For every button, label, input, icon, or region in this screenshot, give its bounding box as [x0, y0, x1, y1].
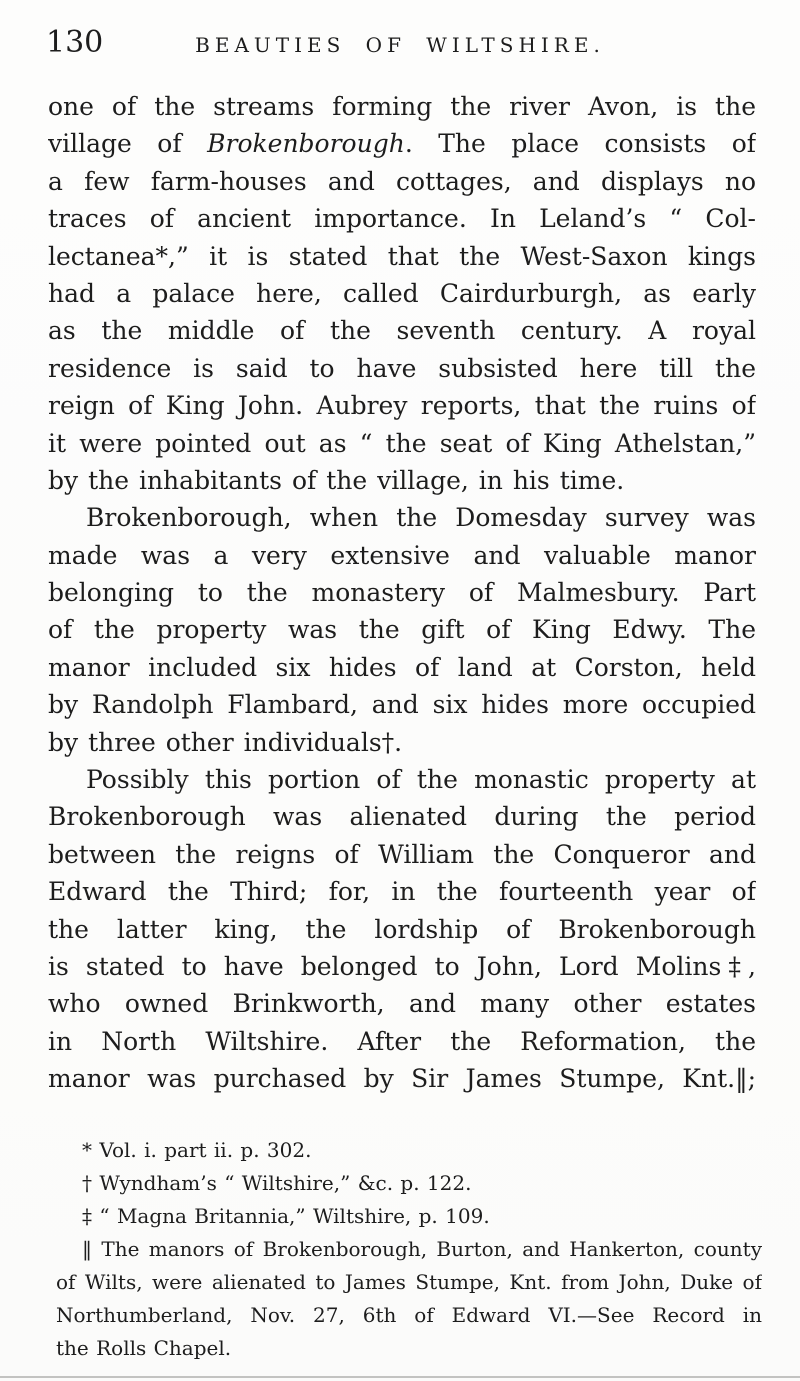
text-segment: the latter king, the lordship of Brokenborough: [48, 914, 756, 944]
text-segment: of Wilts, were alienated to James Stumpe, Knt. from John, Duke of: [56, 1270, 762, 1294]
text-segment: lectanea*,” it is stated that the West-Saxon kings: [48, 241, 756, 271]
text-segment: . The place consists of: [404, 129, 756, 159]
text-line: [48, 238, 756, 275]
page-bottom-rule: [0, 1376, 800, 1378]
text-segment: by the inhabitants of the village, in his time.: [48, 465, 625, 495]
text-segment: of the property was the gift of King Edwy. The: [48, 615, 756, 645]
footnotes: [56, 1134, 762, 1365]
footnote-line: [56, 1167, 762, 1200]
text-line: [48, 88, 756, 125]
text-segment: in North Wiltshire. After the Reformation, the: [48, 1026, 756, 1056]
text-segment: reign of King John. Aubrey reports, that the ruins of: [48, 391, 756, 421]
text-segment: Possibly this portion of the monastic property at: [86, 765, 756, 795]
text-segment: Edward the Third; for, in the fourteenth year of: [48, 877, 756, 907]
text-line: [48, 649, 756, 686]
text-segment: a few farm-houses and cottages, and displays no: [48, 166, 756, 196]
text-line: [48, 499, 756, 536]
text-line: [48, 686, 756, 723]
text-line: [48, 387, 756, 424]
text-segment: by Randolph Flambard, and six hides more occupied: [48, 690, 756, 720]
text-segment: the Rolls Chapel.: [56, 1336, 232, 1360]
text-line: [48, 873, 756, 910]
text-line: [48, 125, 756, 162]
text-segment: Brokenborough was alienated during the period: [48, 802, 756, 832]
text-segment: who owned Brinkworth, and many other estates: [48, 989, 756, 1019]
text-line: [48, 948, 756, 985]
text-segment: manor included six hides of land at Corston, held: [48, 652, 756, 682]
footnote-line: [56, 1332, 762, 1365]
text-segment: is stated to have belonged to John, Lord Molins‡,: [48, 951, 756, 981]
footnote-line: [56, 1266, 762, 1299]
text-segment: ‡ “ Magna Britannia,” Wiltshire, p. 109.: [82, 1204, 490, 1228]
text-line: [48, 798, 756, 835]
text-segment: by three other individuals†.: [48, 727, 403, 757]
footnote-line: [56, 1233, 762, 1266]
text-segment: Brokenborough, when the Domesday survey was: [86, 503, 756, 533]
text-segment: residence is said to have subsisted here till the: [48, 353, 756, 383]
body-text: [48, 88, 756, 1098]
text-line: [48, 462, 756, 499]
text-segment: Northumberland, Nov. 27, 6th of Edward VI.—See Record in: [56, 1303, 762, 1327]
text-line: [48, 836, 756, 873]
text-line: [48, 350, 756, 387]
text-segment: ‖ The manors of Brokenborough, Burton, and Hankerton, county: [82, 1237, 762, 1261]
text-line: [48, 200, 756, 237]
running-title: BEAUTIES OF WILTSHIRE.: [195, 33, 605, 57]
text-segment: as the middle of the seventh century. A royal: [48, 316, 756, 346]
text-segment: manor was purchased by Sir James Stumpe, Knt.‖;: [48, 1064, 756, 1094]
text-segment: belonging to the monastery of Malmesbury. Part: [48, 578, 756, 608]
text-line: [48, 985, 756, 1022]
text-segment: had a palace here, called Cairdurburgh, as early: [48, 278, 756, 308]
text-segment: it were pointed out as “ the seat of King Athelstan,”: [48, 428, 756, 458]
text-segment: * Vol. i. part ii. p. 302.: [82, 1138, 312, 1162]
text-line: [48, 275, 756, 312]
page-number: 130: [46, 25, 104, 60]
text-segment: one of the streams forming the river Avon, is the: [48, 92, 756, 121]
footnote-line: [56, 1200, 762, 1233]
footnote-line: [56, 1134, 762, 1167]
text-line: [48, 425, 756, 462]
text-line: [48, 163, 756, 200]
footnote-line: [56, 1299, 762, 1332]
text-line: [48, 911, 756, 948]
text-line: [48, 537, 756, 574]
italic-text: Brokenborough: [207, 129, 405, 159]
text-line: [48, 611, 756, 648]
text-segment: between the reigns of William the Conqueror and: [48, 839, 756, 869]
text-line: [48, 1060, 756, 1097]
running-head: [0, 26, 800, 66]
text-line: [48, 761, 756, 798]
text-line: [48, 574, 756, 611]
text-line: [48, 724, 756, 761]
text-segment: village of: [48, 129, 208, 159]
text-segment: made was a very extensive and valuable manor: [48, 540, 756, 570]
text-segment: † Wyndham’s “ Wiltshire,” &c. p. 122.: [82, 1171, 472, 1195]
text-line: [48, 1023, 756, 1060]
text-segment: traces of ancient importance. In Leland’s “ Col-: [48, 204, 756, 234]
text-line: [48, 312, 756, 349]
